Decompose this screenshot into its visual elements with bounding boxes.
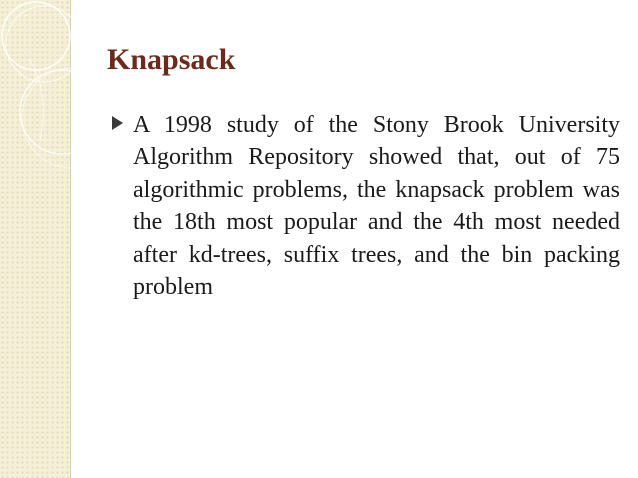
slide-title: Knapsack [107,43,236,76]
bullet-item [112,109,620,303]
arrowhead-bullet-icon [112,116,123,130]
bullet-list [112,109,620,303]
bullet-text: A 1998 study of the Stony Brook University Algorithm Repository showed that, out of 75 algorithmic problems, the knapsack problem was the 18th most popular and the 4th most needed after kd-trees, suffix trees, and the bin packing problem [133,112,620,301]
